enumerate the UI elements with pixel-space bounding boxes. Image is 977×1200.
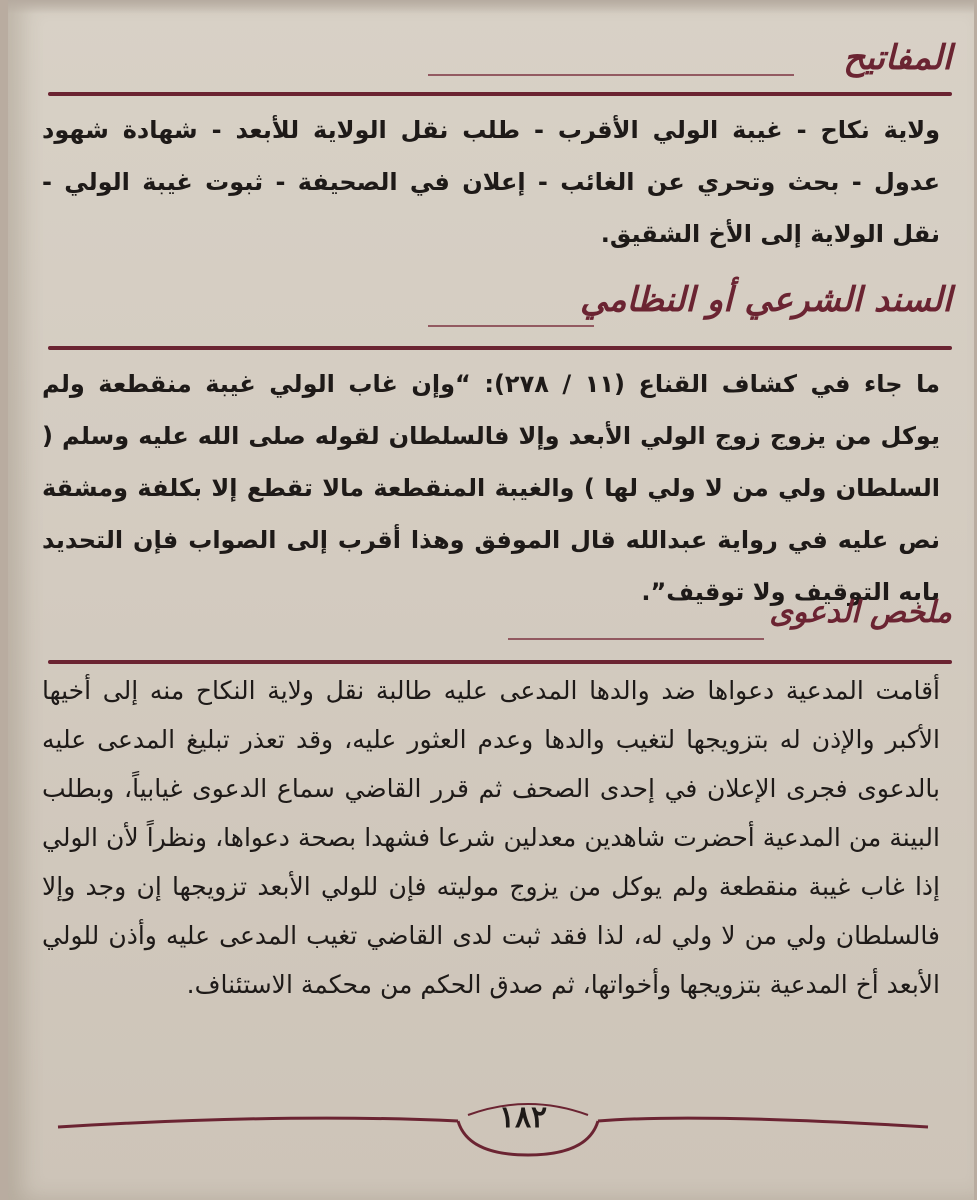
case-summary-rule-thin (508, 638, 764, 640)
keywords-text: ولاية نكاح - غيبة الولي الأقرب - طلب نقل الولاية للأبعد - شهادة شهود عدول - بحث وتحري عن الغائب - إعلان في الصحيفة - ثبوت غيبة الولي - نقل الولاية إلى الأخ الشقيق. (42, 116, 940, 248)
keywords-heading: المفاتيح (843, 38, 952, 78)
legal-basis-heading: السند الشرعي أو النظامي (579, 280, 952, 320)
case-summary-heading: ملخص الدعوى (769, 595, 952, 630)
case-summary-text: أقامت المدعية دعواها ضد والدها المدعى عليه طالبة نقل ولاية النكاح منه إلى أخيها الأكبر والإذن له بتزويجها لتغيب والدها وعدم العثور عليه، وقد تعذر تبليغ المدعى عليه بالدعوى فجرى الإعلان في إحدى الصحف ثم قرر القاضي سماع الدعوى غيابياً، وبطلب البينة من المدعية أحضرت شاهدين معدلين شرعا فشهدا بصحة دعواها، ونظراً لأن الولي إذا غاب غيبة منقطعة ولم يوكل من يزوج موليته فإن للولي الأبعد تزويجها إن وجد وإلا فالسلطان ولي من لا ولي له، لذا فقد ثبت لدى القاضي تغيب المدعى عليه وأذن للولي الأبعد أخ المدعية بتزويجها وأخواتها، ثم صدق الحكم من محكمة الاستئناف. (42, 676, 940, 999)
keywords-rule (48, 92, 952, 96)
keywords-rule-thin (428, 74, 794, 76)
legal-basis-rule-thin (428, 325, 594, 327)
legal-basis-text: ما جاء في كشاف القناع (١١ / ٢٧٨): “وإن غاب الولي غيبة منقطعة ولم يوكل من يزوج زوج الولي الأبعد وإلا فالسلطان لقوله صلى الله عليه وسلم ( السلطان ولي من لا ولي لها ) والغيبة المنقطعة مالا تقطع إلا بكلفة ومشقة نص عليه في رواية عبدالله قال الموفق وهذا أقرب إلى الصواب فإن التحديد بابه التوقيف ولا توقيف”. (42, 370, 940, 606)
book-page (8, 0, 974, 1200)
page-top-edge (8, 0, 974, 14)
legal-basis-rule (48, 346, 952, 350)
page-number: ١٨٢ (498, 1100, 548, 1135)
case-summary-rule (48, 660, 952, 664)
